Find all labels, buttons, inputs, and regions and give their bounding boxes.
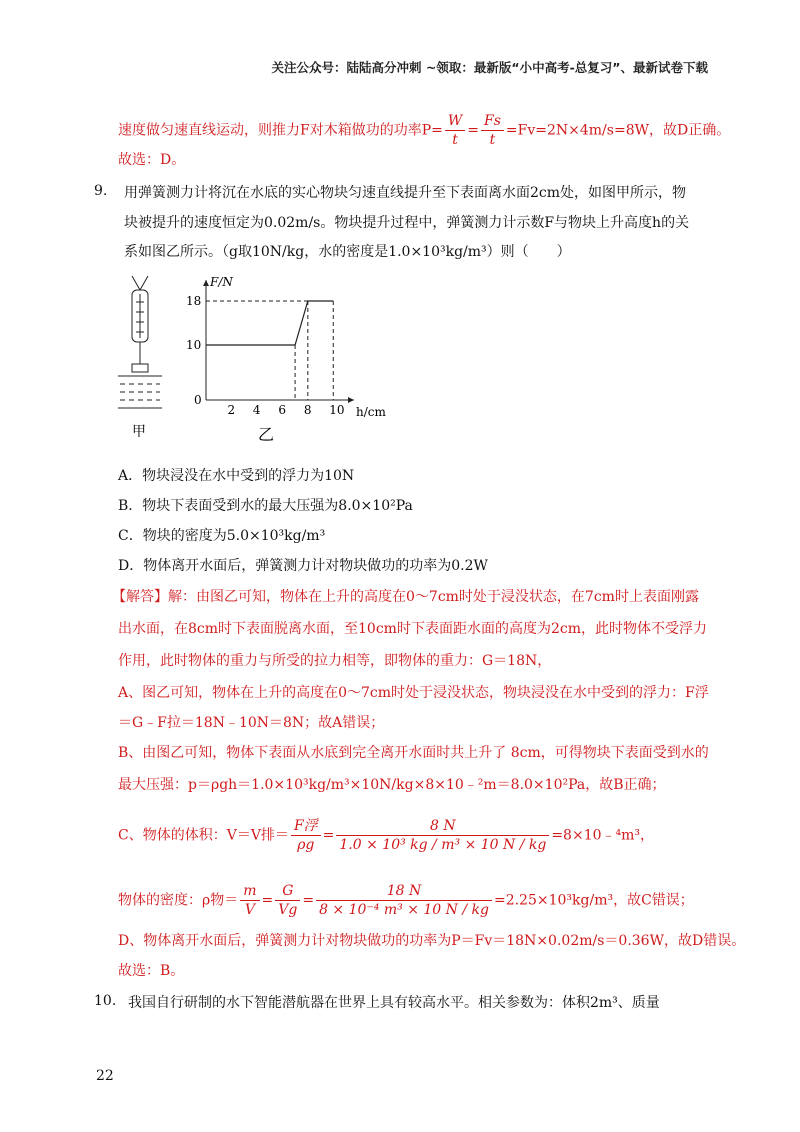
density-result: =2.25×10³kg/m³，故C错误； bbox=[493, 892, 694, 909]
x-axis-label: h/cm bbox=[356, 405, 386, 419]
page-header: 关注公众号：陆陆高分冲刺 ~领取：最新版“小中高考-总复习”、最新试卷下载 bbox=[271, 60, 708, 75]
frac-den: 8 × 10⁻⁴ m³ × 10 N / kg bbox=[319, 902, 489, 918]
fraction-f-rhog bbox=[291, 817, 321, 854]
frac-den: 1.0 × 10³ kg / m³ × 10 N / kg bbox=[339, 837, 547, 853]
volume-text: C、物体的体积：V＝V排＝ bbox=[118, 827, 289, 844]
solution-line: 出水面，在8cm时下表面脱离水面，至10cm时下表面距水面的高度为2cm，此时物体不受浮力 bbox=[118, 621, 707, 637]
question-figure bbox=[112, 268, 386, 448]
prev-text-a: 速度做匀速直线运动，则推力F对木箱做功的功率P= bbox=[118, 122, 443, 139]
solution-line: 作用，此时物体的重力与所受的拉力相等，即物体的重力：G＝18N， bbox=[118, 653, 552, 669]
prev-solution-line: 速度做匀速直线运动，则推力F对木箱做功的功率P= $\frac{W}{t}$ = $\frac{Fs}{t}$ =Fv=2N×4m/s=8W，故D正确。 bbox=[118, 113, 731, 148]
solution-line: A、图乙可知，物体在上升的高度在0～7cm时处于浸没状态，物块浸没在水中受到的浮力：F浮 bbox=[118, 685, 709, 701]
fraction-m-v bbox=[240, 882, 259, 919]
x-tick-label: 10 bbox=[329, 403, 345, 417]
frac-num: F浮 bbox=[291, 817, 321, 836]
frac-num: Fs bbox=[481, 112, 504, 131]
question-text-line: 系如图乙所示。（g取10N/kg，水的密度是1.0×10³kg/m³）则（ ） bbox=[124, 244, 571, 260]
frac-den: Vg bbox=[278, 902, 298, 918]
solution-tag: 【解答】 bbox=[112, 589, 168, 605]
frac-num: W bbox=[445, 112, 465, 131]
option-a: A．物块浸没在水中受到的浮力为10N bbox=[118, 468, 355, 484]
solution-text: 解：由图乙可知，物体在上升的高度在0～7cm时处于浸没状态，在7cm时上表面刚露 bbox=[168, 589, 699, 605]
volume-result: =8×10﹣⁴m³， bbox=[551, 827, 655, 844]
force-height-chart bbox=[186, 275, 386, 419]
frac-den: ρg bbox=[297, 837, 315, 853]
fraction-w-t bbox=[445, 112, 465, 149]
x-tick-label: 6 bbox=[278, 403, 287, 417]
label-jia: 甲 bbox=[132, 424, 146, 440]
y-axis-label: F/N bbox=[210, 275, 233, 289]
y-tick-label: 18 bbox=[186, 294, 202, 308]
question-number: 9. bbox=[94, 183, 108, 199]
scale-hook-top bbox=[132, 276, 148, 290]
frac-num: 8 N bbox=[336, 817, 549, 836]
solution-density-line: 物体的密度：ρ物＝ $\frac{m}{V}$ = $\frac{G}{Vg}$ = $\frac{18 N}{\text{8 × 10⁻⁴ m³ × 10 N / kg}}$ =2.25×10³kg/m³，故C错误； bbox=[118, 883, 694, 918]
fraction-density-calc bbox=[316, 882, 492, 919]
frac-num: m bbox=[240, 882, 259, 901]
density-text: 物体的密度：ρ物＝ bbox=[118, 892, 239, 909]
frac-den: t bbox=[489, 132, 496, 148]
frac-den: V bbox=[244, 902, 255, 918]
frac-den: t bbox=[452, 132, 458, 148]
x-axis-arrow bbox=[348, 397, 354, 403]
question-text-line: 块被提升的速度恒定为0.02m/s。物块提升过程中，弹簧测力计示数F与物块上升高度h的关 bbox=[124, 215, 690, 231]
question-number: 10. bbox=[94, 993, 117, 1009]
y-axis-arrow bbox=[203, 280, 209, 286]
page-number: 22 bbox=[96, 1068, 114, 1084]
solution-line: D、物体离开水面后，弹簧测力计对物块做功的功率为P＝Fv＝18N×0.02m/s＝0.36W，故D错误。 bbox=[118, 933, 746, 949]
x-tick-label: 0 bbox=[194, 393, 202, 407]
solution-line: 最大压强：p＝ρgh＝1.0×10³kg/m³×10N/kg×8×10﹣²m＝8.0×10²Pa，故B正确； bbox=[118, 777, 666, 793]
series-line bbox=[206, 301, 333, 345]
prev-text-b: =Fv=2N×4m/s=8W，故D正确。 bbox=[505, 122, 731, 139]
option-d: D．物体离开水面后，弹簧测力计对物块做功的功率为0.2W bbox=[118, 558, 488, 574]
prev-answer: 故选：D。 bbox=[118, 152, 186, 168]
frac-num: 18 N bbox=[316, 882, 492, 901]
option-c: C．物块的密度为5.0×10³kg/m³ bbox=[118, 528, 326, 544]
x-tick-label: 4 bbox=[252, 403, 261, 417]
solution-volume-line: C、物体的体积：V＝V排＝ $\frac{\text{F浮}}{\rho g}$ = $\frac{8 N}{\text{1.0 × 10³ kg / m³ × 10 N / kg}}$ =8×10﹣⁴m³， bbox=[118, 818, 655, 853]
solution-line bbox=[112, 587, 699, 607]
x-tick-label: 8 bbox=[303, 403, 312, 417]
option-b: B．物块下表面受到水的最大压强为8.0×10²Pa bbox=[118, 498, 413, 514]
spring-scale-apparatus bbox=[118, 276, 162, 408]
question-text-line: 用弹簧测力计将沉在水底的实心物块匀速直线提升至下表面离水面2cm处，如图甲所示，物 bbox=[124, 185, 687, 201]
x-tick-label: 2 bbox=[227, 403, 236, 417]
label-yi: 乙 bbox=[258, 425, 275, 444]
solution-line: ＝G﹣F拉＝18N﹣10N＝8N；故A错误； bbox=[118, 715, 385, 731]
figure-svg bbox=[112, 268, 386, 448]
frac-num: G bbox=[275, 882, 300, 901]
fraction-fs-t bbox=[481, 112, 504, 149]
question-text-line: 我国自行研制的水下智能潜航器在世界上具有较高水平。相关参数为：体积2m³、质量 bbox=[128, 995, 660, 1011]
block bbox=[132, 364, 148, 372]
fraction-g-vg bbox=[275, 882, 300, 919]
solution-answer: 故选：B。 bbox=[118, 963, 185, 979]
fraction-volume-calc bbox=[336, 817, 549, 854]
solution-line: B、由图乙可知，物体下表面从水底到完全离开水面时共上升了 8cm，可得物块下表面受到水的 bbox=[118, 745, 709, 761]
y-tick-label: 10 bbox=[186, 338, 202, 352]
